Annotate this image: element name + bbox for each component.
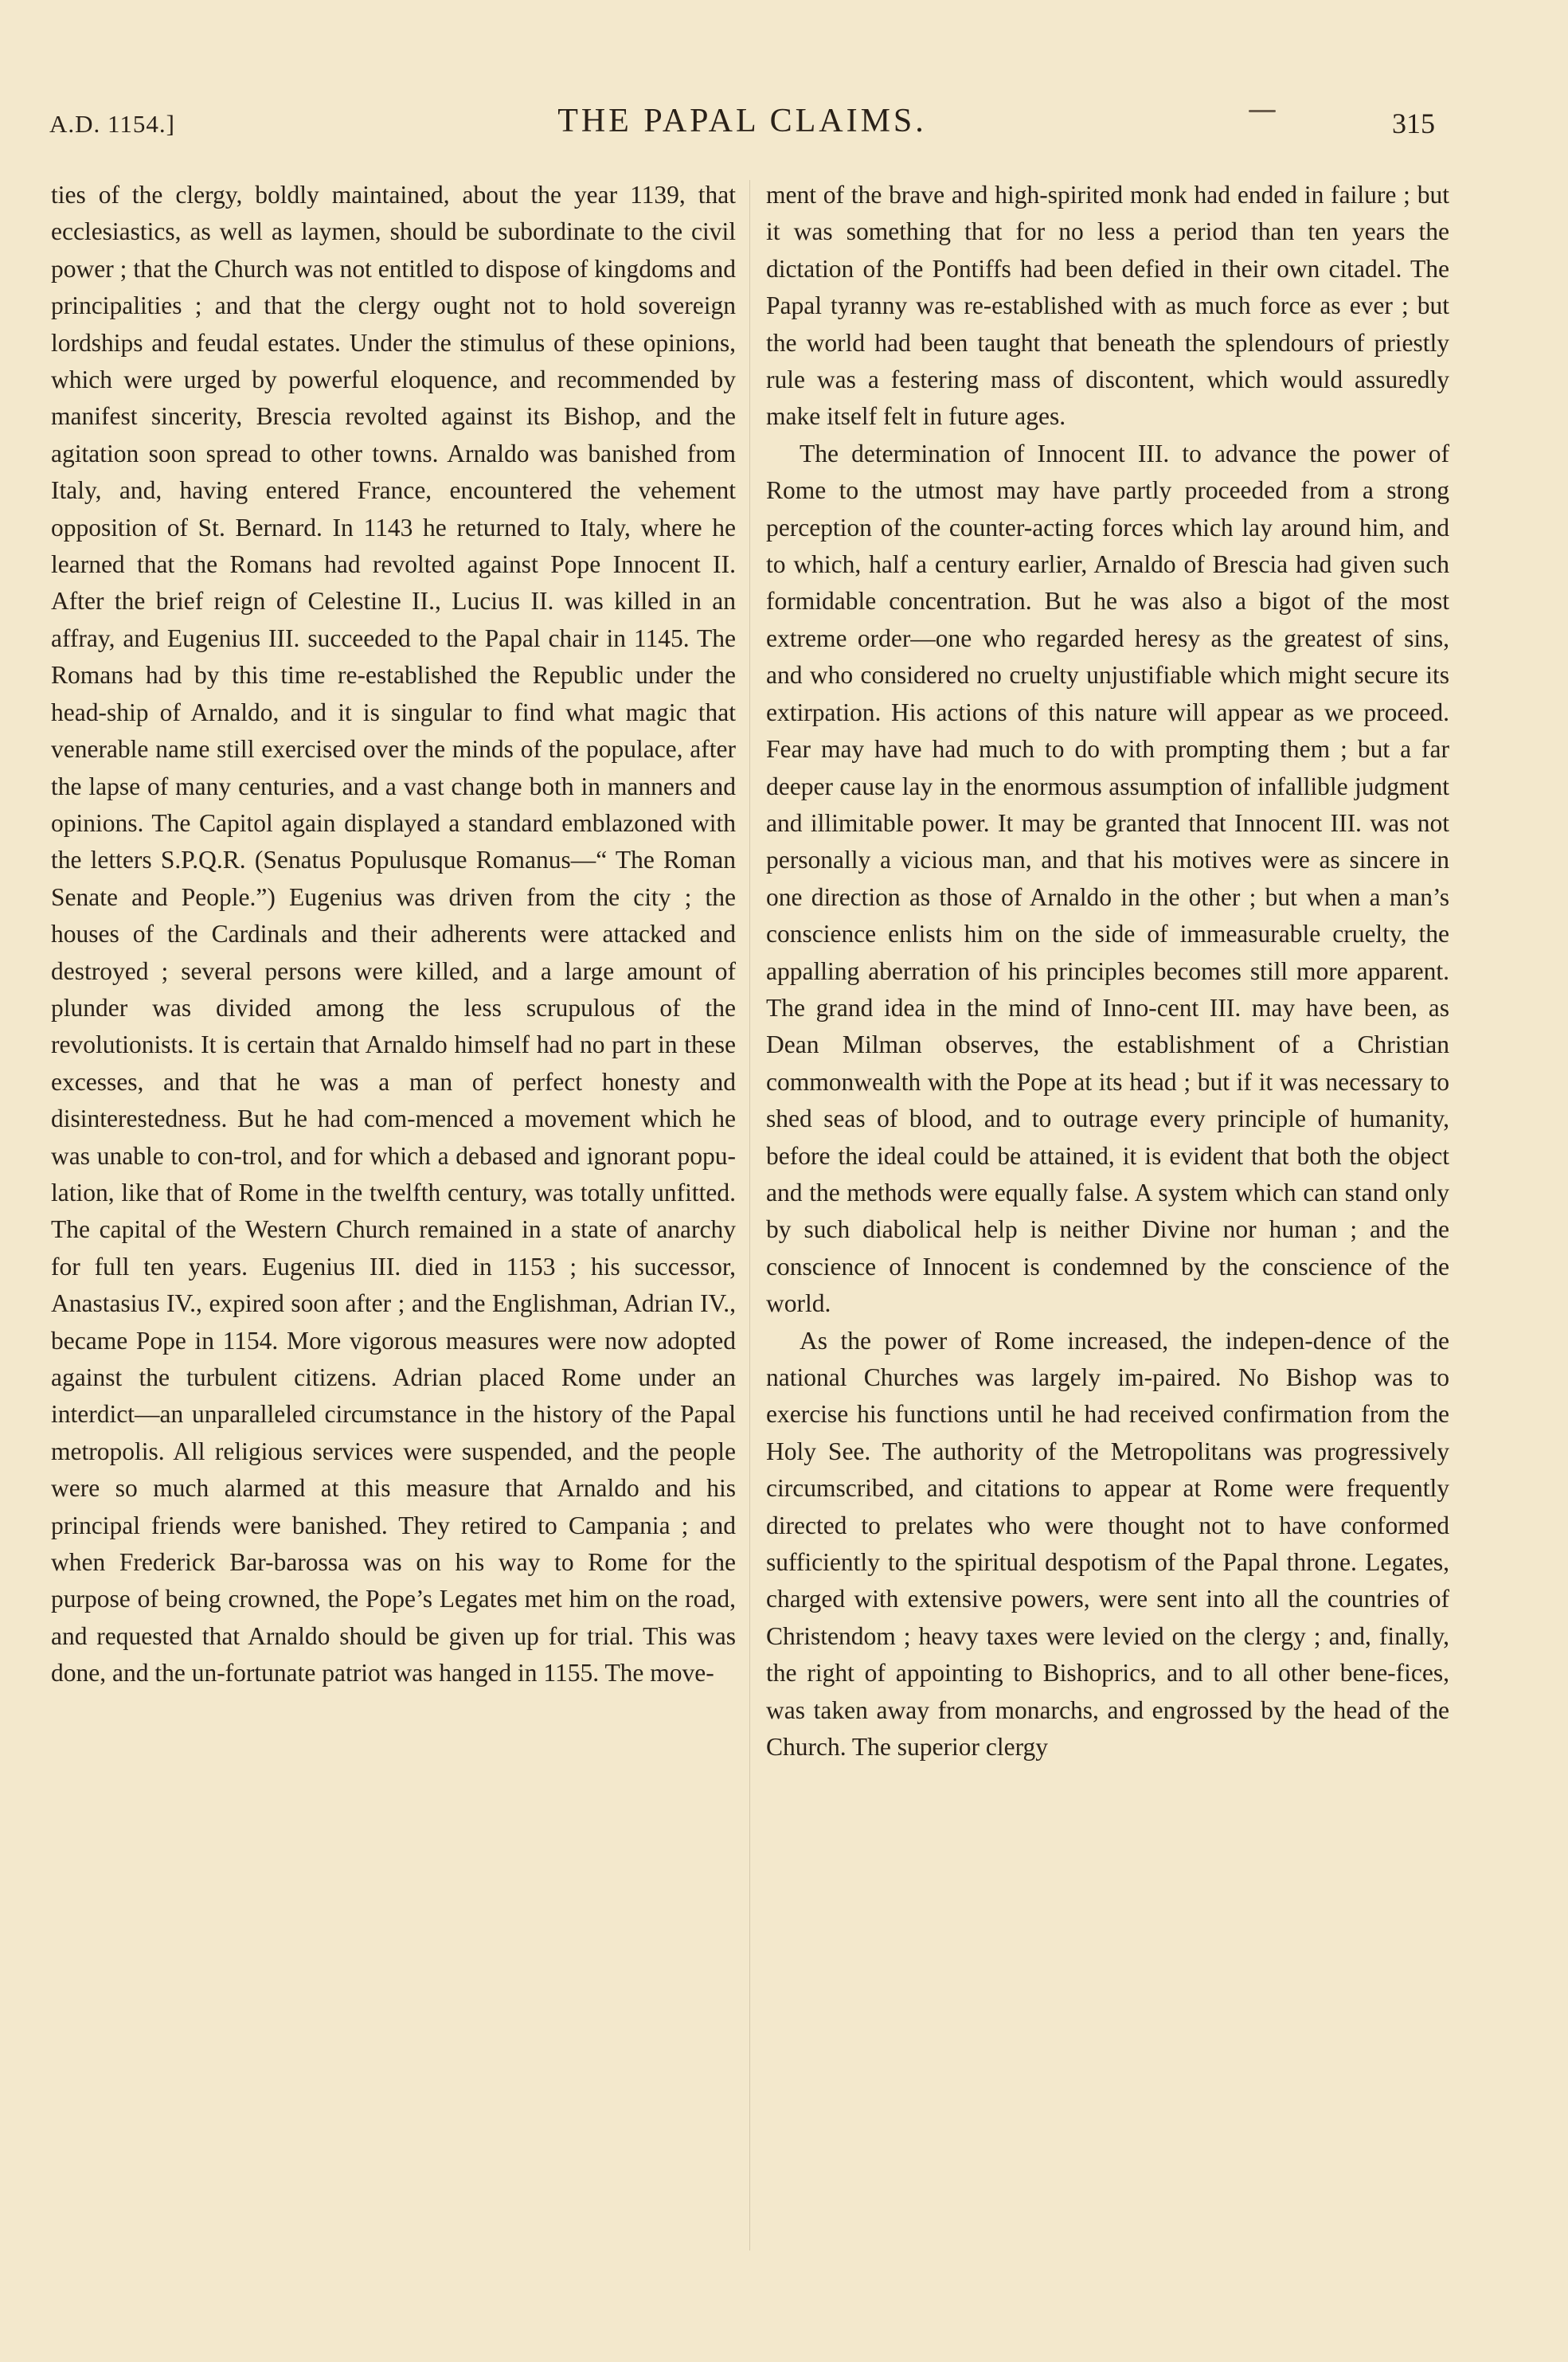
page-number: 315 (1392, 108, 1435, 139)
running-header (49, 102, 1435, 151)
header-date: A.D. 1154.] (49, 110, 175, 138)
paragraph: As the power of Rome increased, the indepen-dence of the national Churches was largely im-paired. No Bishop was to exercise his functions until he had received confirmation from the Holy See. The authority of the Metropolitans was progressively circumscribed, and citations to appear at Rome were frequently directed to prelates who were thought not to have conformed sufficiently to the spiritual despotism of the Papal throne. Legates, charged with extensive powers, were sent into all the countries of Christendom ; heavy taxes were levied on the clergy ; and, finally, the right of appointing to Bishoprics, and to all other bene-fices, was taken away from monarchs, and engrossed by the head of the Church. The superior clergy (766, 1326, 1449, 1762)
paragraph: ties of the clergy, boldly maintained, about the year 1139, that ecclesiastics, as well as laymen, should be subordinate to the civil power ; that the Church was not entitled to dispose of kingdoms and principalities ; and that the clergy ought not to hold sovereign lordships and feudal estates. Under the stimulus of these opinions, which were urged by powerful eloquence, and recommended by manifest sincerity, Brescia revolted against its Bishop, and the agitation soon spread to other towns. Arnaldo was banished from Italy, and, having entered France, encountered the vehement opposition of St. Bernard. In 1143 he returned to Italy, where he learned that the Romans had revolted against Pope Innocent II. After the brief reign of Celestine II., Lucius II. was killed in an affray, and Eugenius III. succeeded to the Papal chair in 1145. The Romans had by this time re-established the Republic under the head-ship of Arnaldo, and it is singular to find what magic that venerable name still exercised over the minds of the populace, after the lapse of many centuries, and a vast change both in manners and opinions. The Capitol again displayed a standard emblazoned with the letters S.P.Q.R. (Senatus Populusque Romanus—“ The Roman Senate and People.”) Eugenius was driven from the city ; the houses of the Cardinals and their adherents were attacked and destroyed ; several persons were killed, and a large amount of plunder was divided among the less scrupulous of the revolutionists. It is certain that Arnaldo himself had no part in these excesses, and that he was a man of perfect honesty and disinterestedness. But he had com-menced a movement which he was unable to con-trol, and for which a debased and ignorant popu-lation, like that of Rome in the twelfth century, was totally unfitted. The capital of the Western Church remained in a state of anarchy for full ten years. Eugenius III. died in 1153 ; his successor, Anastasius IV., expired soon after ; and the Englishman, Adrian IV., became Pope in 1154. More vigorous measures were now adopted against the turbulent citizens. Adrian placed Rome under an interdict—an unparalleled circumstance in the history of the Papal metropolis. All religious services were suspended, and the people were so much alarmed at this measure that Arnaldo and his principal friends were banished. They retired to Campania ; and when Frederick Bar-barossa was on his way to Rome for the purpose of being crowned, the Pope’s Legates met him on the road, and requested that Arnaldo should be given up for trial. This was done, and the un-fortunate patriot was hanged in 1155. The move- (51, 181, 736, 1687)
paragraph: ment of the brave and high-spirited monk had ended in failure ; but it was something that for no less a period than ten years the dictation of the Pontiffs had been defied in their own citadel. The Papal tyranny was re-established with as much force as ever ; but the world had been taught that beneath the splendours of priestly rule was a festering mass of discontent, which would assuredly make itself felt in future ages. (766, 181, 1449, 431)
left-column (51, 177, 736, 1692)
paragraph: The determination of Innocent III. to advance the power of Rome to the utmost may have partly proceeded from a strong perception of the counter-acting forces which lay around him, and to which, half a century earlier, Arnaldo of Brescia had given such formidable concentration. But he was also a bigot of the most extreme order—one who regarded heresy as the greatest of sins, and who considered no cruelty unjustifiable which might secure its extirpation. His actions of this nature will appear as we proceed. Fear may have had much to do with prompting them ; but a far deeper cause lay in the enormous assumption of infallible judgment and illimitable power. It may be granted that Innocent III. was not personally a vicious man, and that his motives were as sincere in one direction as those of Arnaldo in the other ; but when a man’s conscience enlists him on the side of immeasurable cruelty, the appalling aberration of his principles becomes still more apparent. The grand idea in the mind of Inno-cent III. may have been, as Dean Milman observes, the establishment of a Christian commonwealth with the Pope at its head ; but if it was necessary to shed seas of blood, and to outrage every principle of humanity, before the ideal could be attained, it is evident that both the object and the methods were equally false. A system which can stand only by such diabolical help is neither Divine nor human ; and the conscience of Innocent is condemned by the conscience of the world. (766, 439, 1449, 1318)
right-column (766, 177, 1449, 1766)
column-gutter (749, 180, 750, 2251)
page-title: THE PAPAL CLAIMS. (557, 103, 927, 139)
